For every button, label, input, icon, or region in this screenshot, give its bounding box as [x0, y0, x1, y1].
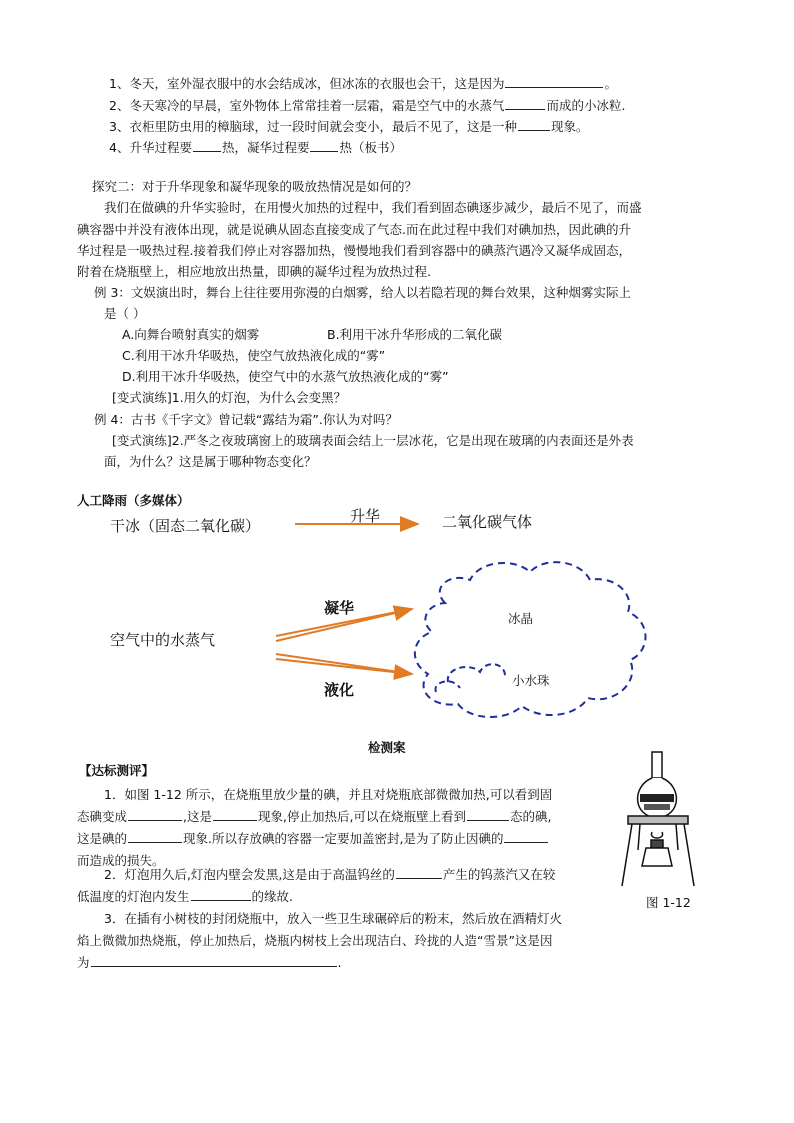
p1-l3b: 现象.所以存放碘的容器一定要加盖密封,是为了防止因碘的 [183, 831, 504, 846]
p1-l2b: ,这是 [183, 809, 212, 824]
iodine-band [644, 804, 670, 810]
figure-caption: 图 1-12 [646, 895, 691, 910]
explore-line-3: 华过程是一吸热过程.接着我们停止对容器加热，慢慢地我们看到容器中的碘蒸汽遇冷又凝华成固态， [77, 243, 631, 258]
explore-line-2: 碘容器中并没有液体出现，就是说碘从固态直接变成了气态.而在此过程中我们对碘加热，因此碘的升 [77, 222, 631, 237]
quiz-q4-b: 热，凝华过程要 [221, 140, 310, 155]
answer-blank[interactable] [213, 809, 257, 821]
wire-gauze [628, 816, 688, 824]
answer-blank[interactable] [396, 867, 442, 879]
p3-l3a: 为 [77, 955, 90, 970]
example3-option-c: C.利用干冰升华吸热，使空气放热液化成的“雾” [122, 348, 386, 363]
liquefaction-label: 液化 [324, 681, 355, 699]
deposition-arrow-line2 [276, 609, 412, 641]
droplet-label: 小水珠 [512, 673, 550, 688]
p1-l2c: 现象,停止加热后,可以在烧瓶壁上看到 [258, 809, 466, 824]
sublimation-label: 升华 [350, 507, 381, 525]
answer-blank[interactable] [504, 831, 548, 843]
example3-line2: 是（ ） [104, 306, 146, 321]
quiz-q2-text: 2、冬天寒冷的早晨，室外物体上常常挂着一层霜，霜是空气中的水蒸气 [109, 98, 505, 113]
p2-line-2 [77, 887, 293, 905]
quiz-q4-a: 4、升华过程要 [109, 140, 192, 155]
p3-line-2: 焰上微微加热烧瓶，停止加热后，烧瓶内树枝上会出现洁白、玲拢的人造“雪景”这是因 [77, 933, 553, 948]
quiz-q3-tail: 现象。 [550, 119, 589, 134]
deposition-label: 凝华 [324, 599, 355, 617]
iodine-band [640, 794, 674, 802]
p1-l2d: 态的碘, [509, 809, 552, 824]
example4-variant-1: [变式演练]2.严冬之夜玻璃窗上的玻璃表面会结上一层冰花，它是出现在玻璃的内表面还是外表 [112, 433, 634, 448]
p1-l2a: 态碘变成 [77, 809, 128, 824]
answer-blank[interactable] [91, 955, 337, 967]
flask-neck [652, 752, 662, 778]
flame [651, 832, 662, 838]
p1-line-3 [77, 829, 549, 847]
tripod-leg [684, 824, 694, 886]
p3-line-3 [77, 953, 342, 971]
ice-crystal-label: 冰晶 [508, 611, 534, 626]
example3-line1: 例 3：文娱演出时，舞台上往往要用弥漫的白烟雾，给人以若隐若现的舞台效果，这种烟雾实际上 [94, 285, 631, 300]
tripod-leg [676, 824, 678, 850]
p2-line-1 [104, 865, 555, 883]
answer-blank[interactable] [467, 809, 509, 821]
p1-line-1: 1．如图 1-12 所示，在烧瓶里放少量的碘，并且对烧瓶底部微微加热,可以看到固 [104, 787, 553, 802]
burner-top [651, 840, 663, 848]
p2-l2a: 低温度的灯泡内发生 [77, 889, 190, 904]
co2-gas-label: 二氧化碳气体 [442, 513, 533, 531]
example3-option-d: D.利用干冰升华吸热，使空气中的水蒸气放热液化成的“雾” [122, 369, 449, 384]
explore-title: 探究二：对于升华现象和凝华现象的吸放热情况是如何的？ [92, 179, 418, 194]
burner-body [642, 848, 672, 866]
example4-variant-2: 面，为什么？这是属于哪种物态变化？ [104, 454, 317, 469]
p2-l2b: 的缘故. [251, 889, 293, 904]
water-vapor-label: 空气中的水蒸气 [110, 631, 216, 649]
explore-line-1: 我们在做碘的升华实验时，在用慢火加热的过程中，我们看到固态碘逐步减少，最后不见了，而盛 [104, 200, 642, 215]
tripod-leg [622, 824, 632, 886]
tripod-leg [638, 824, 640, 850]
dry-ice-label: 干冰（固态二氧化碳） [110, 517, 261, 535]
example3-option-a: A.向舞台喷射真实的烟雾 [122, 327, 260, 342]
quiz-q1-text: 1、冬天，室外湿衣服中的水会结成冰，但冰冻的衣服也会干，这是因为 [109, 76, 505, 91]
p2-l1a: 2．灯泡用久后,灯泡内壁会发黑,这是由于高温钨丝的 [104, 867, 395, 882]
test-title: 检测案 [368, 740, 406, 755]
rain-title: 人工降雨（多媒体） [77, 493, 190, 508]
p3-line-1: 3．在插有小树枝的封闭烧瓶中，放入一些卫生球碾碎后的粉末，然后放在酒精灯火 [104, 911, 562, 926]
quiz-q1-tail: 。 [604, 76, 617, 91]
answer-blank[interactable] [128, 831, 182, 843]
liquefaction-arrow-line2 [276, 659, 412, 674]
p1-l3a: 这是碘的 [77, 831, 128, 846]
quiz-q4-c: 热（板书） [339, 140, 402, 155]
test-header: 【达标测评】 [79, 763, 155, 778]
answer-blank[interactable] [191, 889, 251, 901]
p1-line-4: 而造成的损失。 [77, 853, 165, 868]
answer-blank[interactable] [128, 809, 182, 821]
example4-line: 例 4：古书《千字文》曾记载“露结为霜”.你认为对吗？ [94, 412, 398, 427]
cloud-outline [415, 562, 646, 717]
p2-l1b: 产生的钨蒸汽又在较 [442, 867, 556, 882]
quiz-q3-text: 3、衣柜里防虫用的樟脑球，过一段时间就会变小，最后不见了，这是一种 [109, 119, 517, 134]
example3-variant: [变式演练]1.用久的灯泡，为什么会变黑？ [112, 390, 347, 405]
explore-line-4: 附着在烧瓶壁上，相应地放出热量，即碘的凝华过程为放热过程. [77, 264, 431, 279]
p1-line-2 [77, 807, 551, 825]
quiz-q2-tail: 而成的小冰粒. [546, 98, 626, 113]
cloud-curl [435, 681, 460, 692]
cloud-curl [448, 664, 505, 682]
example3-option-b: B.利用干冰升华形成的二氧化碳 [327, 327, 503, 342]
flask-apparatus-figure [618, 750, 698, 890]
p3-l3b: . [337, 955, 342, 970]
